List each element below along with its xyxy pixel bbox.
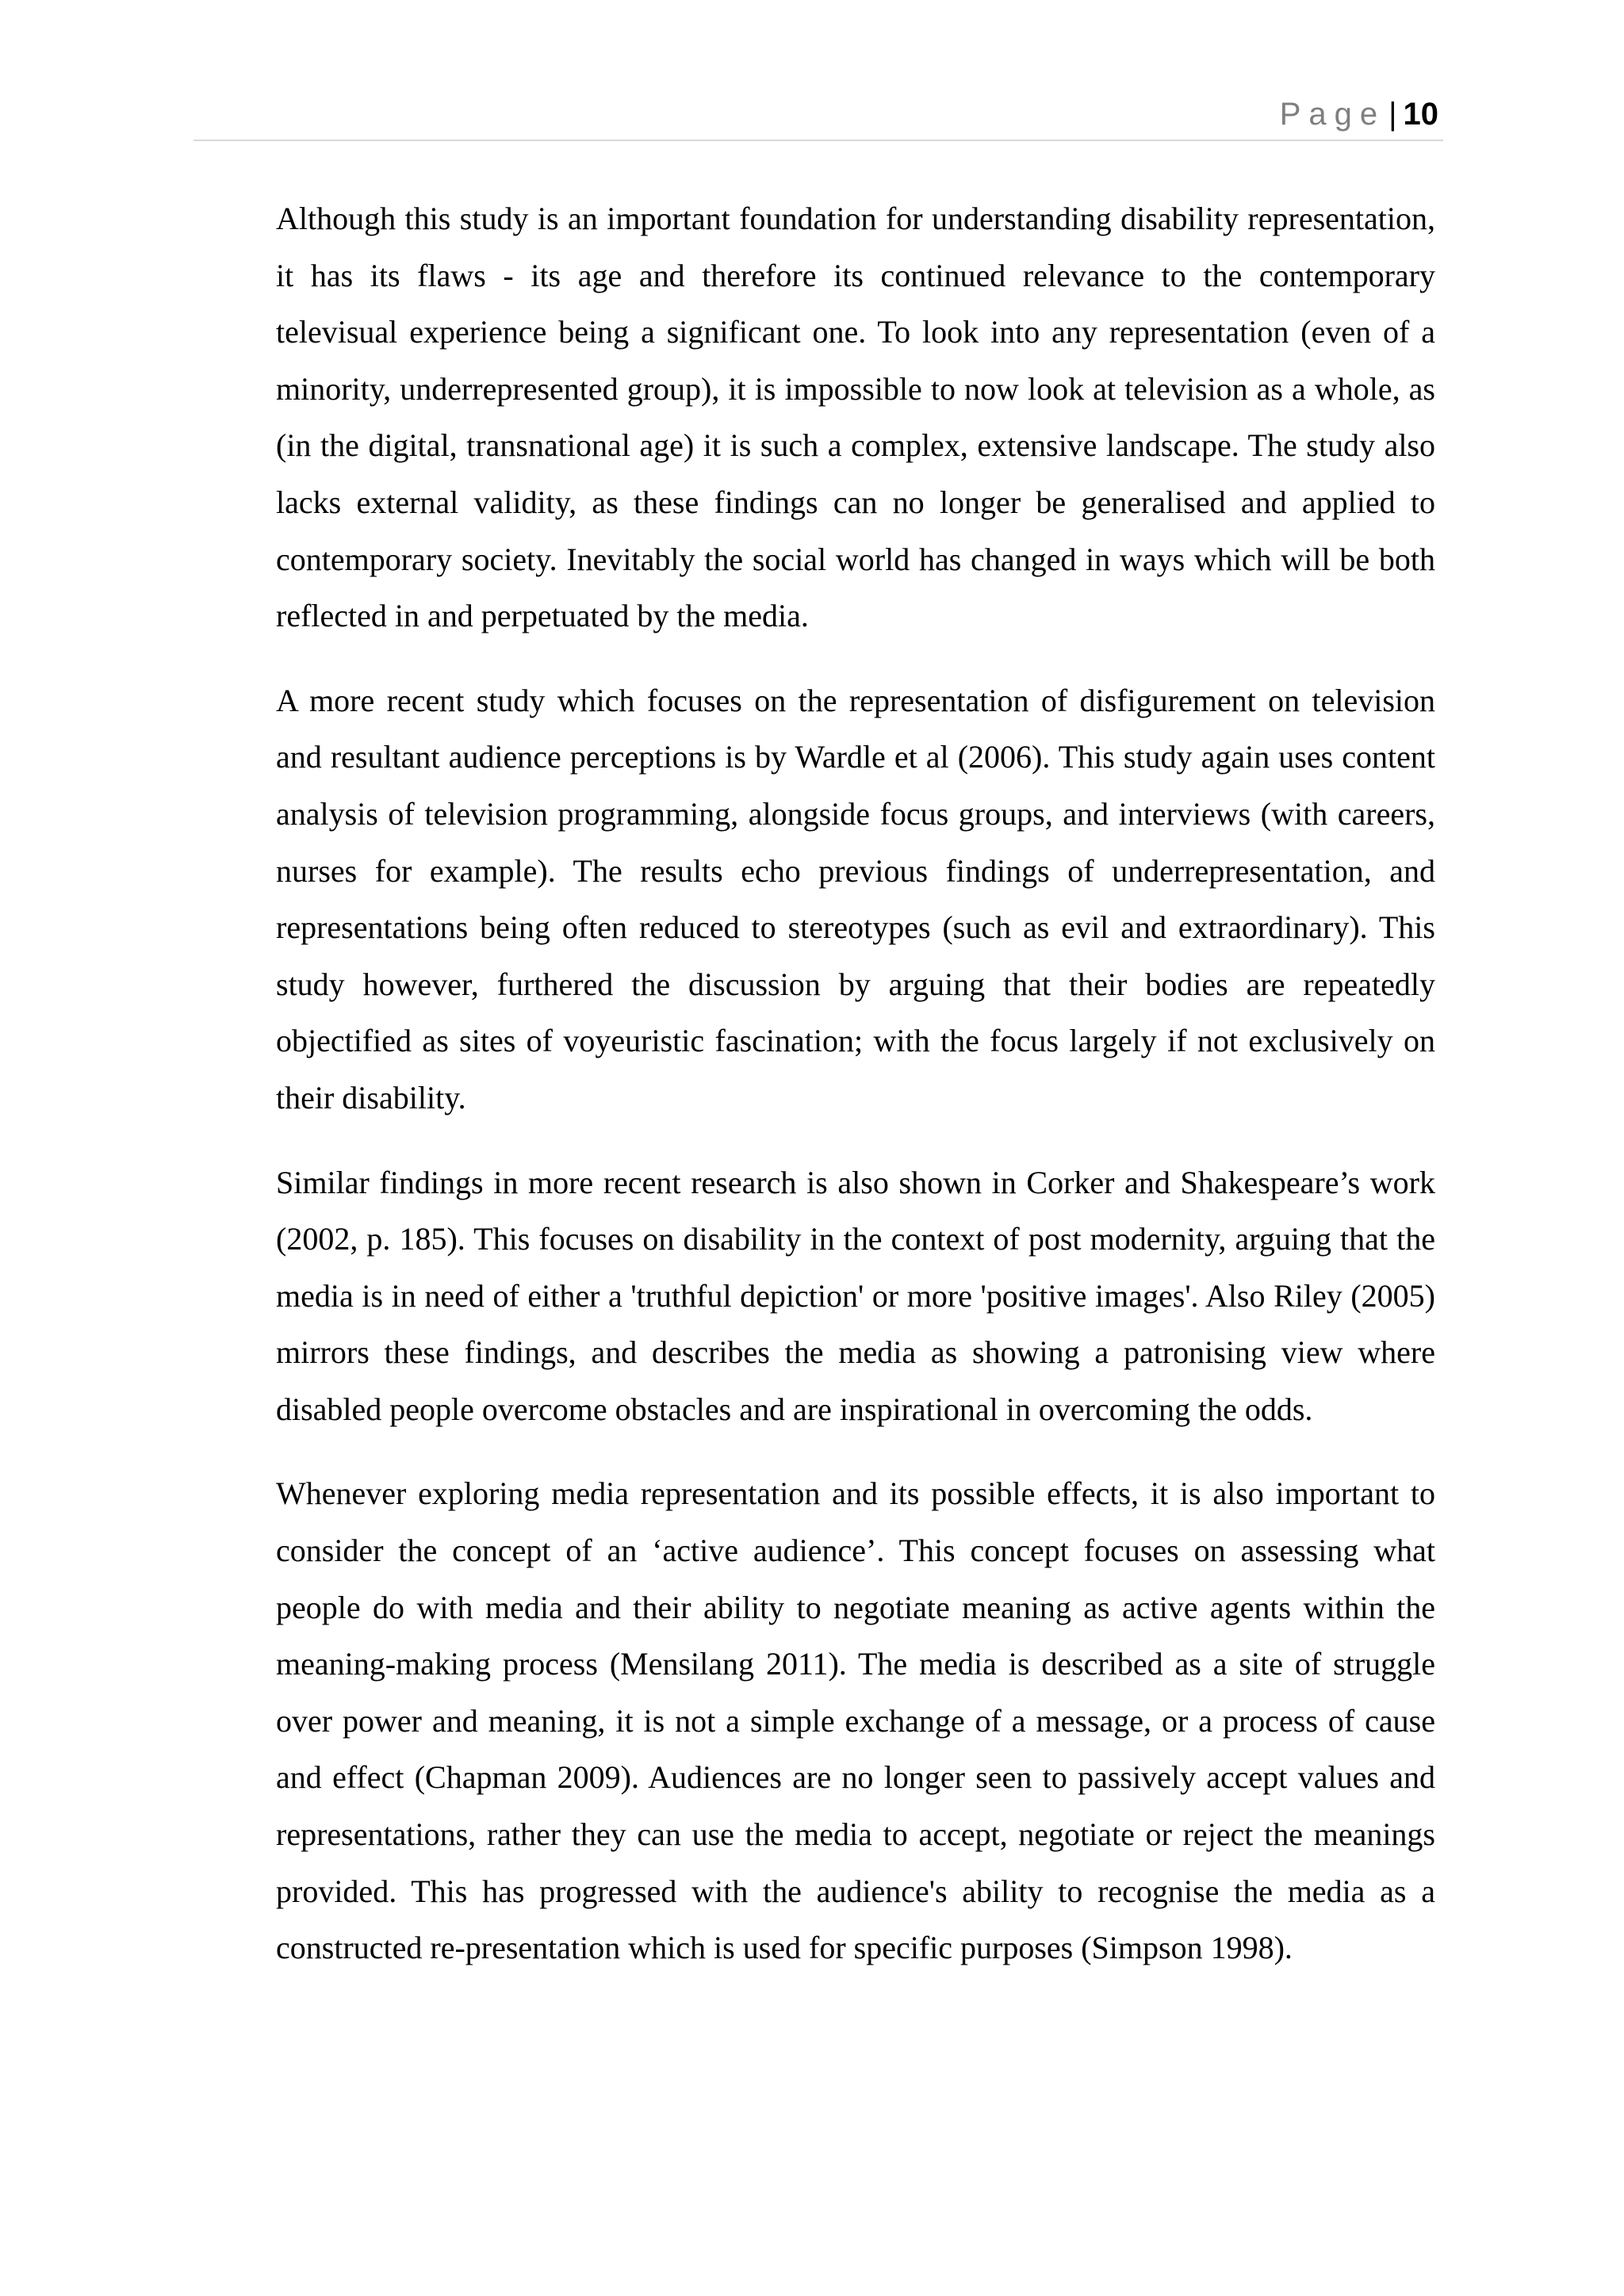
- page-label: Page: [1279, 97, 1386, 132]
- paragraph-3: Similar findings in more recent research is also shown in Corker and Shakespeare’s work (2002, p. 185). This focuses on disability in the context of post modernity, arguing that the media is in need of either a 'truthful depiction' or more 'positive images'. Also Riley (2005) mirrors these findings, and describes the media as showing a patronising view where disabled people overcome obstacles and are inspirational in overcoming the odds.: [276, 1164, 1435, 1427]
- paragraph-2: A more recent study which focuses on the representation of disfigurement on television and resultant audience perceptions is by Wardle et al (2006). This study again uses content analysis of television programming, alongside focus groups, and interviews (with careers, nurses for example). The results echo previous findings of underrepresentation, and representations being often reduced to stereotypes (such as evil and extraordinary). This study however, furthered the discussion by arguing that their bodies are repeatedly objectified as sites of voyeuristic fascination; with the focus largely if not exclusively on their disability.: [276, 682, 1435, 1115]
- page-separator: |: [1388, 97, 1397, 132]
- paragraph-1: Although this study is an important foundation for understanding disability representation, it has its flaws - its age and therefore its continued relevance to the contemporary televisual experience being a significant one. To look into any representation (even of a minority, underrepresented group), it is impossible to now look at television as a whole, as (in the digital, transnational age) it is such a complex, extensive landscape. The study also lacks external validity, as these findings can no longer be generalised and applied to contemporary society. Inevitably the social world has changed in ways which will be both reflected in and perpetuated by the media.: [276, 201, 1435, 634]
- page-number-value: 10: [1403, 97, 1438, 132]
- page-number: [1280, 95, 1438, 133]
- document-body: [276, 190, 1435, 2004]
- page-header: [193, 92, 1443, 141]
- paragraph-4: Whenever exploring media representation and its possible effects, it is also important to consider the concept of an ‘active audience’. This concept focuses on assessing what people do with media and their ability to negotiate meaning as active agents within the meaning-making process (Mensilang 2011). The media is described as a site of struggle over power and meaning, it is not a simple exchange of a message, or a process of cause and effect (Chapman 2009). Audiences are no longer seen to passively accept values and representations, rather they can use the media to accept, negotiate or reject the meanings provided. This has progressed with the audience's ability to recognise the media as a constructed re-presentation which is used for specific purposes (Simpson 1998).: [276, 1475, 1435, 1966]
